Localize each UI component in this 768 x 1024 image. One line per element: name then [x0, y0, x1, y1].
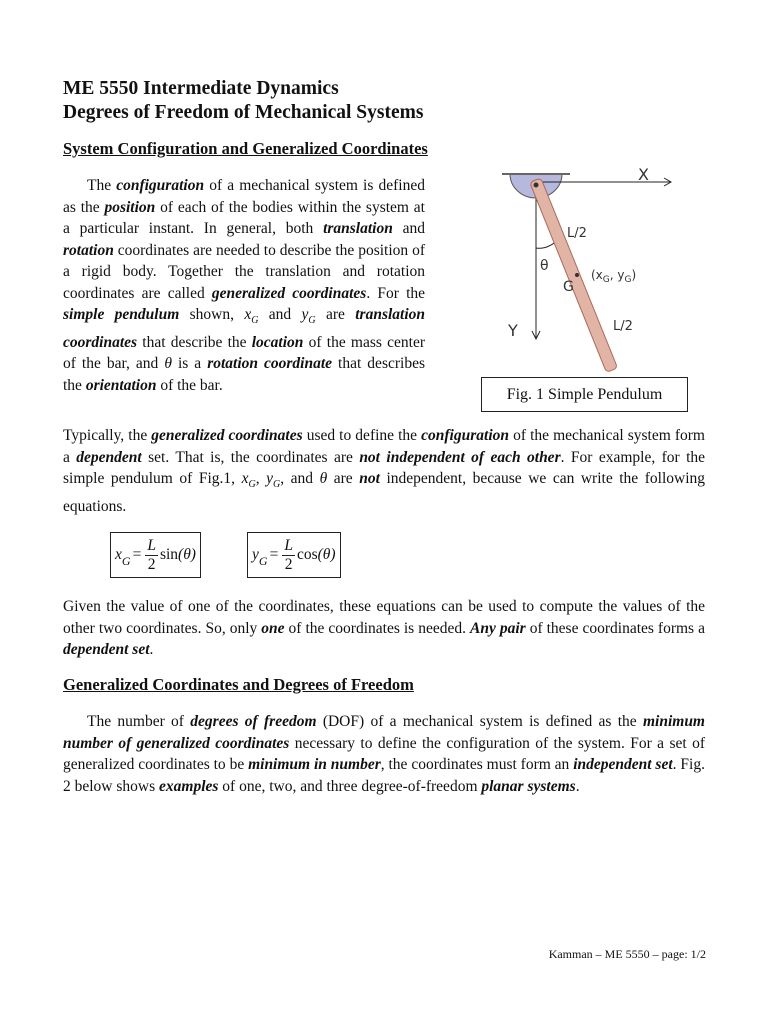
section-heading-dof: Generalized Coordinates and Degrees of Freedom: [63, 675, 414, 694]
mass-center-point: [575, 273, 579, 277]
paragraph-degrees-of-freedom: The number of degrees of freedom (DOF) of a mechanical system is defined as the minimum number of generalized coordinates necessary to define the configuration of the system. For a set of generalized coordinates to be minimum in number, the coordinates must form an independent set. Fig. 2 below shows examples of one, two, and three degree-of-freedom planar systems.: [63, 713, 705, 795]
mass-center-coordinates: ($x_G$, $y_G$): [591, 268, 637, 285]
y-axis-label: Y: [508, 321, 518, 340]
paragraph-configuration: The configuration of a mechanical system is defined as the position of each of the bodies within the system at a particular instant. In general, both translation and rotation coordinates are needed to describe the position of a rigid body. Together the translation and rotation coordinates are called generalized coordinates. For the simple pendulum shown, $x_G$ and $y_G$ are translation coordinates that describe the location of the mass center of the bar, and θ is a rotation coordinate that describes the orientation of the bar.: [63, 177, 426, 394]
document-title: ME 5550 Intermediate Dynamics: [63, 78, 339, 99]
section-heading-configuration: System Configuration and Generalized Coordinates: [63, 139, 428, 158]
paragraph-dependent-set: Typically, the generalized coordinates used to define the configuration of the mechanical system form a dependent set. That is, the coordinates are not independent of each other. For example, for the simple pendulum of Fig.1, $x_G$, $y_G$, and θ are not independent, because we can write the following equations.: [63, 427, 706, 515]
equation-yg: y $_G$ = $\frac{L}{2}$ cos (θ): [247, 532, 341, 578]
simple-pendulum-figure: [470, 160, 700, 375]
paragraph-given-value: Given the value of one of the coordinates, these equations can be used to compute the values of the other two coordinates. So, only one of the coordinates is needed. Any pair of these coordinates forms a dependent set.: [63, 598, 705, 658]
page-footer: Kamman – ME 5550 – page: 1/2: [548, 947, 706, 961]
document-subtitle: Degrees of Freedom of Mechanical Systems: [63, 102, 424, 123]
figure-caption: Fig. 1 Simple Pendulum: [481, 377, 688, 412]
fraction-l-over-2: $\frac{L}{2}$: [284, 536, 293, 573]
x-axis-label: X: [638, 165, 649, 184]
theta-label: θ: [540, 258, 549, 274]
equation-xg: x $_G$ = $\frac{L}{2}$ sin (θ): [110, 532, 201, 578]
fraction-l-over-2: $\frac{L}{2}$: [147, 536, 156, 573]
half-length-bottom-label: L/2: [613, 319, 633, 334]
pivot-pin: [534, 183, 539, 188]
g-label: G: [563, 279, 574, 295]
half-length-top-label: L/2: [567, 226, 587, 241]
